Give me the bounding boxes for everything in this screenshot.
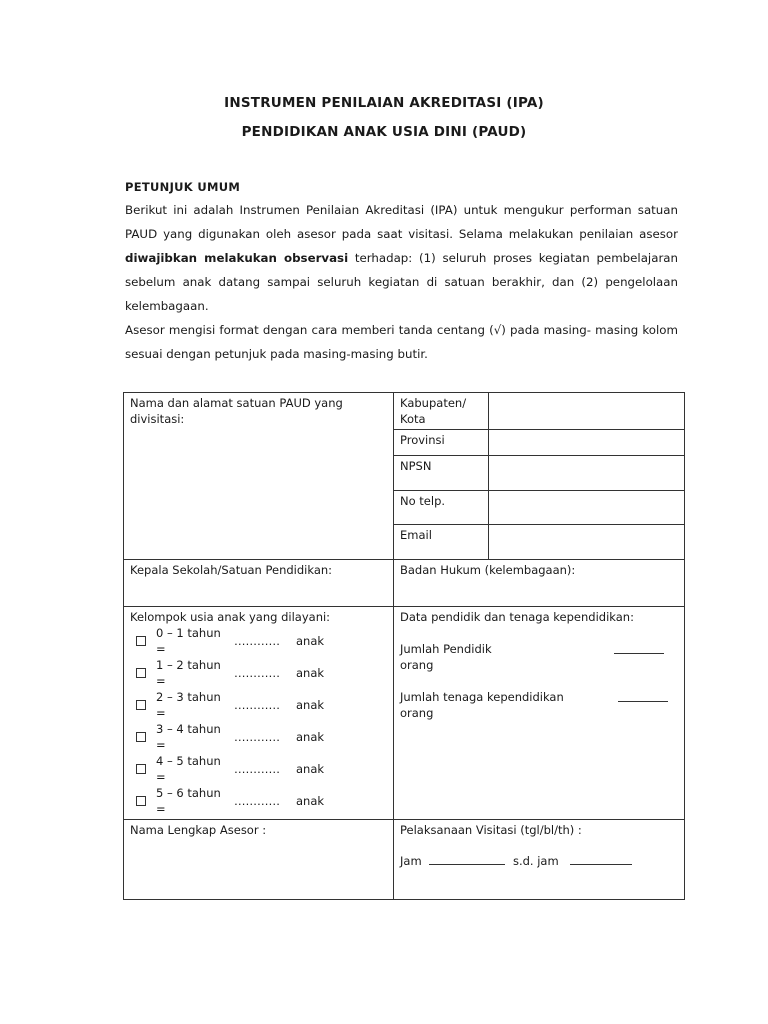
- data-pendidik-label: Data pendidik dan tenaga kependidikan:: [400, 610, 634, 624]
- name-address-label: Nama dan alamat satuan PAUD yang divisitasi:: [130, 396, 343, 426]
- checkbox[interactable]: [136, 796, 146, 806]
- checkbox[interactable]: [136, 764, 146, 774]
- kelompok-usia-cell: [124, 607, 394, 820]
- kabupaten-field[interactable]: [489, 393, 685, 430]
- checkbox[interactable]: [136, 636, 146, 646]
- instructions-heading: PETUNJUK UMUM: [125, 180, 241, 194]
- kepala-sekolah-label: Kepala Sekolah/Satuan Pendidikan:: [130, 563, 333, 577]
- email-field[interactable]: [489, 525, 685, 560]
- badan-hukum-cell[interactable]: [394, 560, 685, 607]
- badan-hukum-label: Badan Hukum (kelembagaan):: [400, 563, 576, 577]
- age-group-list: [130, 625, 387, 817]
- checkbox[interactable]: [136, 700, 146, 710]
- visitation-form-table: [123, 392, 685, 900]
- jumlah-tenaga-field[interactable]: [618, 689, 668, 702]
- data-pendidik-cell: [394, 607, 685, 820]
- age-group-item: 3 – 4 tahun = ………… anak: [130, 721, 387, 753]
- sd-jam-label: s.d. jam: [512, 854, 559, 868]
- jam-row: [400, 852, 678, 869]
- npsn-label: NPSN: [394, 456, 489, 491]
- nama-asesor-cell[interactable]: [124, 820, 394, 900]
- jumlah-tenaga-row: [400, 689, 678, 705]
- age-group-item: 0 – 1 tahun = ………… anak: [130, 625, 387, 657]
- orang-unit: orang: [400, 658, 434, 672]
- age-group-item: 4 – 5 tahun = ………… anak: [130, 753, 387, 785]
- age-group-item: 5 – 6 tahun = ………… anak: [130, 785, 387, 817]
- checkbox[interactable]: [136, 668, 146, 678]
- name-address-cell: [124, 393, 394, 560]
- age-group-item: 2 – 3 tahun = ………… anak: [130, 689, 387, 721]
- jumlah-pendidik-row: [400, 641, 678, 657]
- email-label: Email: [394, 525, 489, 560]
- age-group-item: 1 – 2 tahun = ………… anak: [130, 657, 387, 689]
- npsn-field[interactable]: [489, 456, 685, 491]
- jam-end-field[interactable]: [570, 852, 632, 865]
- provinsi-label: Provinsi: [394, 430, 489, 456]
- jam-label: Jam: [400, 854, 422, 868]
- kepala-sekolah-cell[interactable]: [124, 560, 394, 607]
- instructions-paragraph-1: Berikut ini adalah Instrumen Penilaian Akreditasi (IPA) untuk mengukur performan satuan PAUD yang digunakan oleh asesor pada saat visitasi. Selama melakukan penilaian asesor diwajibkan melakukan observasi terhadap: (1) seluruh proses kegiatan pembelajaran sebelum anak datang sampai seluruh kegiatan di satuan berakhir, dan (2) pengelolaan kelembagaan.: [125, 203, 678, 313]
- pelaksanaan-label: Pelaksanaan Visitasi (tgl/bl/th) :: [400, 823, 582, 837]
- document-title-line2: PENDIDIKAN ANAK USIA DINI (PAUD): [241, 124, 527, 140]
- jumlah-tenaga-label: Jumlah tenaga kependidikan: [400, 690, 564, 704]
- orang-unit: orang: [400, 706, 434, 720]
- checkbox[interactable]: [136, 732, 146, 742]
- jam-start-field[interactable]: [429, 852, 505, 865]
- nama-asesor-label: Nama Lengkap Asesor :: [130, 823, 267, 837]
- jumlah-pendidik-label: Jumlah Pendidik: [400, 642, 492, 656]
- pelaksanaan-cell: [394, 820, 685, 900]
- jumlah-pendidik-field[interactable]: [614, 641, 664, 654]
- document-title-line1: INSTRUMEN PENILAIAN AKREDITASI (IPA): [224, 95, 544, 111]
- kabupaten-label: Kabupaten/ Kota: [394, 393, 489, 430]
- telp-field[interactable]: [489, 491, 685, 525]
- provinsi-field[interactable]: [489, 430, 685, 456]
- telp-label: No telp.: [394, 491, 489, 525]
- kelompok-usia-label: Kelompok usia anak yang dilayani:: [130, 610, 331, 624]
- instructions-paragraph-2: Asesor mengisi format dengan cara memberi tanda centang (√) pada masing- masing kolom sesuai dengan petunjuk pada masing-masing butir.: [125, 323, 678, 361]
